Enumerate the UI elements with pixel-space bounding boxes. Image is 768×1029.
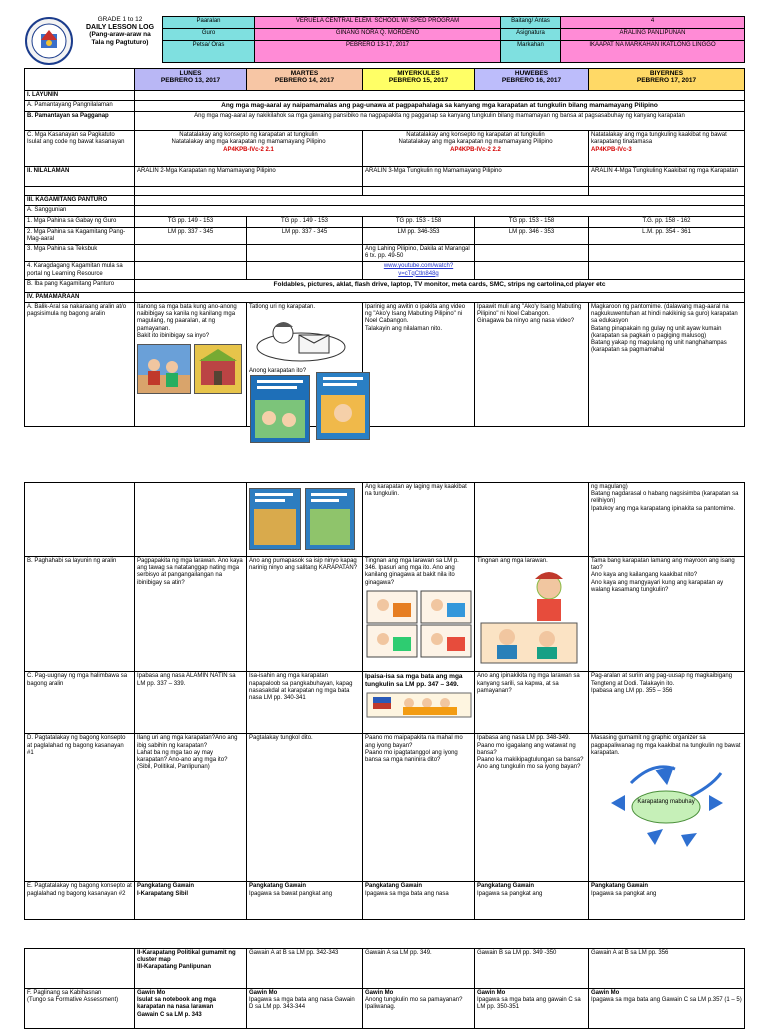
grade-level-value: 4 [561, 17, 745, 29]
pagtalakay2-mon [135, 882, 247, 920]
blank-cell [247, 245, 363, 262]
p3-cont-mon: II-Karapatang Politikal gumamit ng cluster map III-Karapatang Panlipunan [135, 949, 247, 989]
header-info-table [162, 16, 745, 63]
blank-cell [135, 262, 247, 279]
kabihasnan-head: Gawin Mo [137, 990, 166, 996]
day-header-tuesday [247, 69, 363, 91]
pagtalakay2-label: E. Pagtatalakay ng bagong konsepto at paglalahad ng bagong kasanayan #2 [25, 882, 135, 920]
pagtalakay1-thu: Ipabasa ang nasa LM pp. 348-349. Paano mo igagalang ang watawat ng bansa? Paano ka makikipagtulungan sa bansa? Ano ang tungkulin mo sa iyong bayan? [475, 734, 589, 882]
children-drawing [477, 567, 581, 667]
blank-cell [25, 949, 135, 989]
paguugnay-label: C. Pag-uugnay ng mga halimbawa sa bagong aralin [25, 672, 135, 734]
school-label: Paaralan [163, 17, 255, 29]
rights-poster-1 [250, 375, 310, 443]
pagtalakay2-sub: Ipagawa sa pangkat ang [591, 890, 657, 897]
kabihasnan-head: Gawin Mo [365, 990, 394, 996]
kasanayan-text: Natatalakay ang konsepto ng karapatan at tungkulin Natatalakay ang mga karapatan ng mamamayang Pilipino [398, 132, 553, 146]
kasanayan-subtitle: Isulat ang code ng bawat kasanayan [27, 139, 125, 146]
p3-cont-tue: Gawain A at B sa LM pp. 342-343 [247, 949, 363, 989]
day-name: LUNES [179, 70, 202, 77]
sanggunian-blank [135, 206, 745, 216]
blank-cell [589, 262, 745, 279]
blank-cell [25, 187, 135, 196]
kabihasnan-text: Ipagawa sa mga bata ang gawain C sa LM pp. 350-351 [477, 997, 581, 1011]
balik-label: A. Balik-Aral sa nakaraang aralin at/o pagsisimula ng bagong aralin [25, 303, 135, 427]
paguugnay-wed [363, 672, 475, 734]
children-flag-drawing [365, 689, 473, 719]
day-name: MARTES [290, 70, 319, 77]
date-label: Petsa/ Oras [163, 41, 255, 63]
kabihasnan-text: Ipagawa sa mga bata ang Gawain C sa LM p.357 (1 – 5) [591, 997, 742, 1004]
blank-cell [135, 483, 247, 557]
p3-cont-wed: Gawain A sa LM pp. 349. [363, 949, 475, 989]
day-name: HUWEBES [514, 70, 549, 77]
balik-mon-pictures [137, 344, 244, 394]
log-subheading-2: Tala ng Pagtuturo) [91, 38, 149, 46]
pagtalakay1-fri [589, 734, 745, 882]
blank-cell [135, 245, 247, 262]
balik-mon [135, 303, 247, 427]
pagtalakay1-label: D. Pagtatalakay ng bagong konsepto at paglalahad ng bagong kasanayan #1 [25, 734, 135, 882]
log-heading: DAILY LESSON LOG [85, 23, 155, 31]
paghahabi-text: Tingnan ang mga larawan. [477, 558, 548, 564]
kagamitang-blank [135, 196, 745, 206]
quarter-label: Markahan [501, 41, 561, 63]
day-name: BIYERNES [649, 70, 684, 77]
nilalaman-label: II. NILALAMAN [25, 167, 135, 187]
gabay-tue: TG pp . 149 - 153 [247, 216, 363, 227]
day-date: PEBRERO 17, 2017 [636, 77, 697, 85]
pagtalakay2-fri [589, 882, 745, 920]
deped-seal [24, 16, 74, 66]
kabihasnan-thu [475, 989, 589, 1029]
paguugnay-fri: Pag-aralan at suriin ang pag-uusap ng magkaibigang Tengteng at Dodi. Talakayin ito. Ipabasa ang LM pp. 355 – 356 [589, 672, 745, 734]
pagtalakay1-wed: Paano mo maipapakita na mahal mo ang iyong bayan? Paano mo ipagtatanggol ang iyong bansa sa mga naninira dito? [363, 734, 475, 882]
kagamitang-pahina-mon: LM pp. 337 - 345 [135, 227, 247, 244]
day-header-thursday [475, 69, 589, 91]
kabihasnan-head: Gawin Mo [249, 990, 278, 996]
blank-cell [475, 245, 589, 262]
kagamitang-label: III. KAGAMITANG PANTURO [25, 196, 135, 206]
paghahabi-tue: Ano ang pumapasok sa isip ninyo kapag narinig ninyo ang salitang KARAPATAN? [247, 557, 363, 672]
date-value: PEBRERO 13-17, 2017 [255, 41, 501, 63]
graphic-center-label: Karapatang mabuhay [637, 799, 695, 806]
pagganap-label: B. Pamantayan sa Pagganap [25, 112, 135, 131]
kabihasnan-tue [247, 989, 363, 1029]
kagamitang-pahina-fri: L.M. pp. 354 - 361 [589, 227, 745, 244]
quarter-value: IKAAPAT NA MARKAHAN IKATLONG LINGGO [561, 41, 745, 63]
school-photo [194, 344, 242, 394]
paghahabi-text: Tingnan ang mga larawan sa LM p. 346. Ipasuri ang mga ito. Ano ang kanilang ginagawa at bakit nila ito ginagawa? [365, 558, 459, 586]
paghahabi-fri: Tama bang karapatan lamang ang mayroon ang isang tao? Ano kaya ang kailangang kaakibat nito? Ano kaya ang mangyayari kung ang karapatan ay walang kasamang tungkulin? [589, 557, 745, 672]
cont-wed: Ang karapatan ay laging may kaakibat na tungkulin. [363, 483, 475, 557]
teacher-value: GINANG NORA Q. MORDENO [255, 29, 501, 41]
gabay-mon: TG pp. 149 - 153 [135, 216, 247, 227]
pagtalakay2-head: Pangkatang Gawain [137, 883, 195, 890]
kasanayan-mon-tue [135, 131, 363, 167]
lesson-log-table-page3 [24, 948, 745, 1029]
balik-text: Itanong sa mga bata kung ano-anong naibibigay sa kanila ng kanilang mga magulang, ng paaralan, at ng pamayanan. Bakit ito ibinibigay sa inyo? [137, 304, 237, 339]
gabay-thu: TG pp. 153 - 158 [475, 216, 589, 227]
kasanayan-text: Natatalakay ang mga tungkuling kaakibat ng bawat karapatang tinatamasa [591, 132, 727, 146]
lesson-log-table [24, 68, 745, 427]
blank-cell [589, 187, 745, 196]
kasanayan-fri [589, 131, 745, 167]
paghahabi-wed [363, 557, 475, 672]
paguugnay-mon: Ipabasa ang nasa ALAMIN NATIN sa LM pp. 337 – 339. [135, 672, 247, 734]
log-title [80, 16, 160, 46]
graphic-organizer [591, 759, 741, 853]
kabihasnan-text: Ipagawa sa mga bata ang nasa Gawain D sa LM pp. 343-344 [249, 997, 355, 1011]
day-header-friday [589, 69, 745, 91]
balik-text: Tatlong uri ng karapatan. [249, 304, 316, 311]
rights-poster-3 [249, 488, 301, 550]
blank-cell [247, 262, 363, 279]
gabay-fri: T.G. pp. 158 - 162 [589, 216, 745, 227]
kasanayan-title: C. Mga Kasanayan sa Pagkatuto [27, 132, 115, 139]
kabihasnan-head: Gawin Mo [591, 990, 620, 996]
pagtalakay1-text: Masasing gumamit ng graphic organizer sa pagpapaliwanag ng mga kaakibat na tungkulin ng bawat karapatan. [591, 735, 741, 756]
iba-label: B. Iba pang Kagamitang Panturo [25, 279, 135, 292]
iba-text: Foldables, pictures, aklat, flash drive, laptop, TV monitor, meta cards, SMC, strips ng cartolina,cd player etc [135, 279, 745, 292]
rights-poster-2 [316, 372, 370, 440]
nilalaman-wed-thu: ARALIN 3-Mga Tungkulin ng Mamamayang Pilipino [363, 167, 589, 187]
pamantayang-text: Ang mga mag-aaral ay naipamamalas ang pag-unawa at pagpapahalaga sa kanyang mga karapatan at tungkulin bilang mamamayang Pilipino [135, 101, 745, 112]
pagtalakay2-head: Pangkatang Gawain [477, 883, 535, 890]
pamamaraan-blank [135, 292, 745, 302]
log-subheading-1: (Pang-araw-araw na [89, 31, 151, 39]
blank-cell [363, 187, 589, 196]
cont-fri: ng magulang) Batang nagdarasal o habang nagsisimba (karapatan sa relihiyon) Ipatukoy ang mga karapatang ipinakita sa pantomime. [589, 483, 745, 557]
pagganap-text: Ang mga mag-aaral ay nakikilahok sa mga gawaing pansibiko na nagpapakita ng pagganap sa kanyang tungkulin bilang mamamayan ng bansa at pagsasabuhay ng kanyang karapatan [135, 112, 745, 131]
pagtalakay2-sub: Ipagawa sa bawat pangkat ang [249, 890, 333, 897]
reading-child-drawing [249, 313, 355, 365]
karagdagang-wed [363, 262, 475, 279]
pamamaraan-label: IV. PAMAMARAAN [25, 292, 135, 302]
subject-value: ARALING PANLIPUNAN [561, 29, 745, 41]
lesson-log-table-continued [24, 482, 745, 920]
pagtalakay2-thu [475, 882, 589, 920]
day-header-wednesday [363, 69, 475, 91]
blank-cell [589, 245, 745, 262]
paghahabi-label: B. Paghahabi sa layunin ng aralin [25, 557, 135, 672]
children-activities-drawing [365, 589, 473, 659]
section-layunin: I. LAYUNIN [25, 91, 135, 101]
kabihasnan-text: Isulat sa notebook ang mga karapatan na nasa larawan Gawain C sa LM p. 343 [137, 997, 217, 1018]
pagtalakay2-wed [363, 882, 475, 920]
kagamitang-pahina-label: 2. Mga Pahina sa Kagamitang Pang- Mag-aaral [25, 227, 135, 244]
kasanayan-code: AP4KPB-IVc-2 2.1 [223, 146, 274, 153]
pagtalakay2-head: Pangkatang Gawain [365, 883, 423, 890]
pagtalakay2-sub: I-Karapatang Sibil [137, 890, 189, 897]
balik-fri: Magkaroon ng pantomime. (dalawang mag-aaral na nagkukuwentuhan at hindi nakikinig sa guro) karapatan sa edukasyon Batang pinapakain ng gulay ng unit ayaw kumain (karapatan sa pagkain o pagiging malusog) Batang yakap ng magulang ng unit nanghahampas (karapatan sa pagmamahal [589, 303, 745, 427]
kabihasnan-mon [135, 989, 247, 1029]
day-name: MIYERKULES [397, 70, 440, 77]
balik-caption: Anong karapatan ito? [249, 368, 307, 375]
cont-tue-pictures [247, 483, 363, 557]
pagtalakay2-head: Pangkatang Gawain [249, 883, 307, 890]
teksbuk-label: 3. Mga Pahina sa Teksbuk [25, 245, 135, 262]
sanggunian-label: A. Sanggunian [25, 206, 135, 216]
blank-cell [135, 187, 363, 196]
balik-thu: Ipaawit muli ang "Ako'y Isang Mabuting Pilipino" ni Noel Cabangon. Ginagawa ba ninyo ang nasa video? [475, 303, 589, 427]
day-header-monday [135, 69, 247, 91]
blank-cell [475, 262, 589, 279]
family-photo [137, 344, 191, 394]
day-date: PEBRERO 13, 2017 [160, 77, 221, 85]
balik-wed: Iparinig ang awitin o ipakita ang video ng "Ako'y Isang Mabuting Pilipino" ni Noel Cabangon. Talakayin ang nilalaman nito. [363, 303, 475, 427]
pagtalakay2-sub: Ipagawa sa pangkat ang [477, 890, 543, 897]
kagamitang-pahina-thu: LM pp. 346 - 353 [475, 227, 589, 244]
teacher-label: Guro [163, 29, 255, 41]
grade-level-label: Baitang/ Antas [501, 17, 561, 29]
grade-label: GRADE 1 to 12 [97, 16, 143, 23]
kasanayan-text: Natatalakay ang konsepto ng karapatan at tungkulin Natatalakay ang mga karapatan ng mamamayang Pilipino [171, 132, 326, 146]
kabihasnan-text: Anong tungkulin mo sa pamayanan? Ipaliwanag. [365, 997, 463, 1011]
day-header-blank [25, 69, 135, 91]
pagtalakay2-head: Pangkatang Gawain [591, 883, 649, 890]
kabihasnan-head: Gawin Mo [477, 990, 506, 996]
day-header-row [25, 69, 745, 91]
pamantayang-label: A. Pamantayang Pangnilalaman [25, 101, 135, 112]
kasanayan-code: AP4KPB-IVc-2 2.2 [450, 146, 501, 153]
gabay-wed: TG pp. 153 - 158 [363, 216, 475, 227]
p3-cont-fri: Gawain A at B sa LM pp. 356 [589, 949, 745, 989]
kabihasnan-fri [589, 989, 745, 1029]
paguugnay-thu: Ano ang ipinakikita ng mga larawan sa kanyang sarili, sa kapwa, at sa pamayanan? [475, 672, 589, 734]
paguugnay-tue: Isa-isahin ang mga karapatan napapaloob sa pangkabuhayan, kapag nasasakdal at karapatan ng mga bata nasa LM pp. 340-341 [247, 672, 363, 734]
kagamitang-pahina-wed: LM pp. 346-353 [363, 227, 475, 244]
paghahabi-thu [475, 557, 589, 672]
kasanayan-wed-thu [363, 131, 589, 167]
nilalaman-mon-tue: ARALIN 2-Mga Karapatan ng Mamamayang Pilipino [135, 167, 363, 187]
pagtalakay1-mon: Ilang uri ang mga karapatan?Ano ang ibig sabihin ng karapatan? Lahat ba ng mga tao ay may karapatan? Ano-ano ang mga ito? (Sibil, Politikal, Panlipunan) [135, 734, 247, 882]
kabihasnan-label: F. Paglinang sa Kabihasnan (Tungo sa Formative Assessment) [25, 989, 135, 1029]
kabihasnan-wed [363, 989, 475, 1029]
school-value: VERUELA CENTRAL ELEM. SCHOOL W/ SPED PROGRAM [255, 17, 501, 29]
blank-cell [475, 483, 589, 557]
pagtalakay2-tue [247, 882, 363, 920]
paghahabi-mon: Pagpapakita ng mga larawan. Ano kaya ang tawag sa natatanggap nating mga serbisyo at pangangailangan na ibinibigay sa atin? [135, 557, 247, 672]
day-date: PEBRERO 16, 2017 [501, 77, 562, 85]
karagdagang-label: 4. Karagdagang Kagamitan mula sa portal ng Learning Resource [25, 262, 135, 279]
day-date: PEBRERO 15, 2017 [388, 77, 449, 85]
youtube-link[interactable]: www.youtube.com/watch?v=cTqCtln848g [383, 263, 454, 277]
section-layunin-blank [135, 91, 745, 101]
rights-poster-4 [305, 488, 355, 550]
day-date: PEBRERO 14, 2017 [274, 77, 335, 85]
teksbuk-wed: Ang Lahing Pilipino, Dakila at Marangal 6 tx. pp. 49-50 [363, 245, 475, 262]
blank-cell [25, 483, 135, 557]
kasanayan-label [25, 131, 135, 167]
pagtalakay1-tue: Pagtalakay tungkol dito. [247, 734, 363, 882]
gabay-label: 1. Mga Pahina sa Gabay ng Guro [25, 216, 135, 227]
pagtalakay2-sub: Ipagawa sa mga bata ang nasa [365, 890, 449, 897]
subject-label: Asignatura [501, 29, 561, 41]
p3-cont-thu: Gawain B sa LM pp. 349 -350 [475, 949, 589, 989]
kasanayan-code: AP4KPB-IVc-3 [591, 146, 632, 153]
paguugnay-text: Ipaisa-isa sa mga bata ang mga tungkulin sa LM pp. 347 – 349. [365, 673, 463, 688]
kagamitang-pahina-tue: LM pp. 337 - 345 [247, 227, 363, 244]
graphic-organizer-shapes [591, 759, 741, 853]
nilalaman-fri: ARALIN 4-Mga Tungkuling Kaakibat ng mga Karapatan [589, 167, 745, 187]
